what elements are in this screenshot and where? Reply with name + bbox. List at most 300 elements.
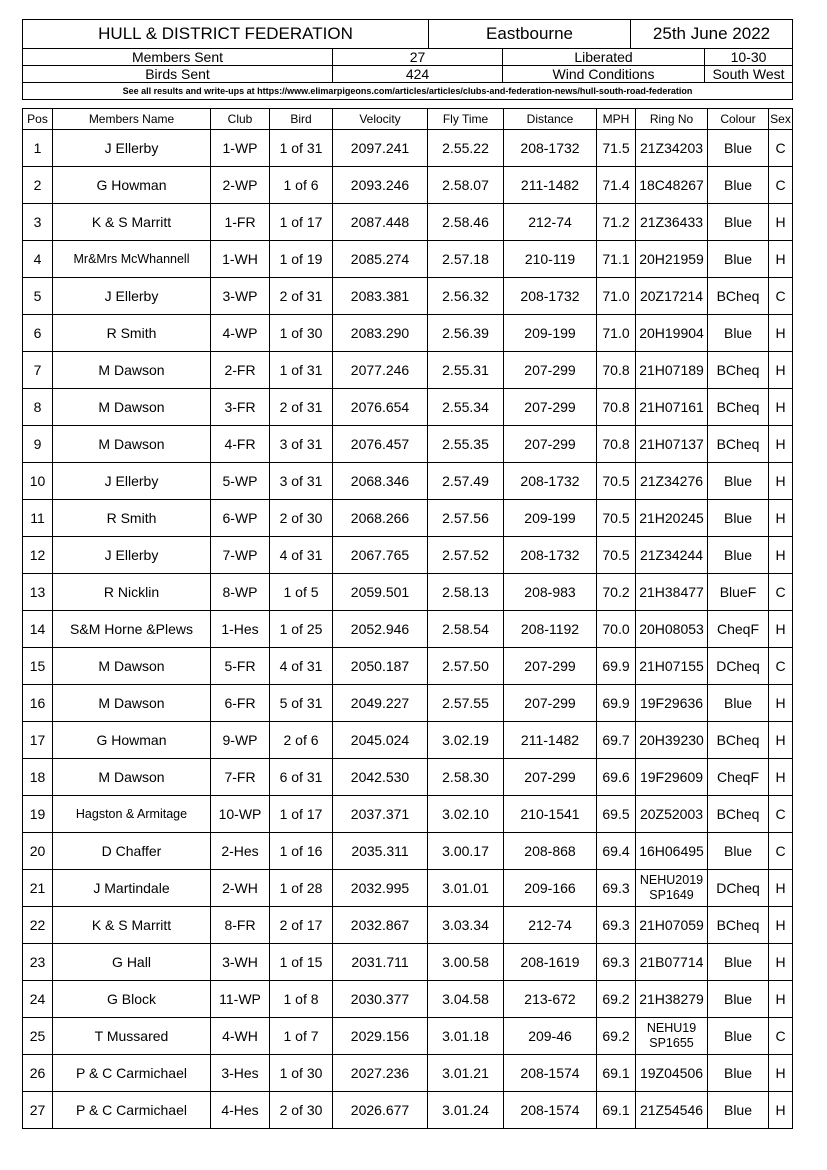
- pos: 5: [23, 278, 53, 315]
- sex: C: [769, 648, 793, 685]
- velocity: 2085.274: [333, 241, 428, 278]
- col-distance: Distance: [504, 109, 597, 130]
- ring-no: 21H07189: [636, 352, 708, 389]
- table-row: [23, 130, 793, 167]
- sex: H: [769, 537, 793, 574]
- member-name: R Nicklin: [53, 574, 211, 611]
- club: 5-WP: [211, 463, 270, 500]
- velocity: 2029.156: [333, 1018, 428, 1055]
- club: 2-WP: [211, 167, 270, 204]
- bird: 4 of 31: [270, 648, 333, 685]
- mph: 69.7: [597, 722, 636, 759]
- bird: 1 of 8: [270, 981, 333, 1018]
- sex: H: [769, 426, 793, 463]
- mph: 71.0: [597, 315, 636, 352]
- sex: H: [769, 241, 793, 278]
- mph: 69.5: [597, 796, 636, 833]
- table-row: [23, 981, 793, 1018]
- club: 4-WP: [211, 315, 270, 352]
- col-sex: Sex: [769, 109, 793, 130]
- sex: C: [769, 796, 793, 833]
- mph: 70.8: [597, 352, 636, 389]
- distance: 209-199: [504, 500, 597, 537]
- club: 1-FR: [211, 204, 270, 241]
- velocity: 2032.995: [333, 870, 428, 907]
- bird: 1 of 15: [270, 944, 333, 981]
- mph: 69.1: [597, 1092, 636, 1129]
- bird: 1 of 31: [270, 130, 333, 167]
- velocity: 2097.241: [333, 130, 428, 167]
- fly-time: 3.03.34: [428, 907, 504, 944]
- ring-no: 21Z34203: [636, 130, 708, 167]
- mph: 69.3: [597, 944, 636, 981]
- bird: 2 of 17: [270, 907, 333, 944]
- ring-no: 21H20245: [636, 500, 708, 537]
- colour: Blue: [708, 315, 769, 352]
- fly-time: 2.57.56: [428, 500, 504, 537]
- bird: 2 of 30: [270, 500, 333, 537]
- member-name: G Hall: [53, 944, 211, 981]
- fly-time: 2.58.30: [428, 759, 504, 796]
- table-row: [23, 241, 793, 278]
- colour: Blue: [708, 241, 769, 278]
- table-row: [23, 537, 793, 574]
- velocity: 2032.867: [333, 907, 428, 944]
- table-row: [23, 907, 793, 944]
- pos: 23: [23, 944, 53, 981]
- member-name: S&M Horne &Plews: [53, 611, 211, 648]
- member-name: J Ellerby: [53, 130, 211, 167]
- sex: C: [769, 1018, 793, 1055]
- velocity: 2083.290: [333, 315, 428, 352]
- colour: CheqF: [708, 759, 769, 796]
- distance: 208-1732: [504, 130, 597, 167]
- pos: 14: [23, 611, 53, 648]
- colour: CheqF: [708, 611, 769, 648]
- club: 3-Hes: [211, 1055, 270, 1092]
- ring-no: 21H07137: [636, 426, 708, 463]
- mph: 69.3: [597, 907, 636, 944]
- sex: H: [769, 944, 793, 981]
- pos: 4: [23, 241, 53, 278]
- club: 4-Hes: [211, 1092, 270, 1129]
- table-row: [23, 500, 793, 537]
- table-row: [23, 870, 793, 907]
- sex: C: [769, 167, 793, 204]
- fly-time: 3.00.58: [428, 944, 504, 981]
- mph: 69.9: [597, 648, 636, 685]
- ring-no: 21Z34276: [636, 463, 708, 500]
- col-fly-time: Fly Time: [428, 109, 504, 130]
- velocity: 2093.246: [333, 167, 428, 204]
- race-date: 25th June 2022: [631, 20, 793, 49]
- sex: C: [769, 278, 793, 315]
- ring-no: 20Z52003: [636, 796, 708, 833]
- liberated-value: 10-30: [705, 49, 793, 66]
- fly-time: 2.58.07: [428, 167, 504, 204]
- sex: H: [769, 759, 793, 796]
- distance: 208-1619: [504, 944, 597, 981]
- member-name: J Ellerby: [53, 463, 211, 500]
- distance: 207-299: [504, 648, 597, 685]
- table-row: [23, 1018, 793, 1055]
- bird: 1 of 28: [270, 870, 333, 907]
- distance: 208-1732: [504, 537, 597, 574]
- pos: 17: [23, 722, 53, 759]
- distance: 207-299: [504, 352, 597, 389]
- mph: 69.2: [597, 1018, 636, 1055]
- mph: 69.9: [597, 685, 636, 722]
- bird: 1 of 7: [270, 1018, 333, 1055]
- pos: 11: [23, 500, 53, 537]
- sex: H: [769, 352, 793, 389]
- bird: 5 of 31: [270, 685, 333, 722]
- club: 1-WP: [211, 130, 270, 167]
- distance: 212-74: [504, 907, 597, 944]
- fly-time: 3.02.10: [428, 796, 504, 833]
- pos: 8: [23, 389, 53, 426]
- club: 7-WP: [211, 537, 270, 574]
- ring-no: 18C48267: [636, 167, 708, 204]
- table-row: [23, 167, 793, 204]
- distance: 211-1482: [504, 167, 597, 204]
- colour: BCheq: [708, 426, 769, 463]
- table-row: [23, 463, 793, 500]
- member-name: M Dawson: [53, 389, 211, 426]
- fly-time: 3.01.21: [428, 1055, 504, 1092]
- club: 3-FR: [211, 389, 270, 426]
- distance: 208-868: [504, 833, 597, 870]
- ring-no: 20H39230: [636, 722, 708, 759]
- pos: 12: [23, 537, 53, 574]
- bird: 2 of 6: [270, 722, 333, 759]
- club: 8-WP: [211, 574, 270, 611]
- distance: 207-299: [504, 685, 597, 722]
- wind-label: Wind Conditions: [503, 66, 705, 83]
- ring-no: 21Z34244: [636, 537, 708, 574]
- fly-time: 2.57.50: [428, 648, 504, 685]
- colour: BCheq: [708, 722, 769, 759]
- member-name: G Howman: [53, 722, 211, 759]
- fly-time: 3.00.17: [428, 833, 504, 870]
- distance: 208-1574: [504, 1092, 597, 1129]
- distance: 209-166: [504, 870, 597, 907]
- club: 1-WH: [211, 241, 270, 278]
- col-mph: MPH: [597, 109, 636, 130]
- velocity: 2059.501: [333, 574, 428, 611]
- pos: 6: [23, 315, 53, 352]
- sex: H: [769, 907, 793, 944]
- fly-time: 2.57.49: [428, 463, 504, 500]
- mph: 71.0: [597, 278, 636, 315]
- distance: 208-983: [504, 574, 597, 611]
- table-row: [23, 278, 793, 315]
- colour: DCheq: [708, 870, 769, 907]
- member-name: G Howman: [53, 167, 211, 204]
- distance: 208-1732: [504, 278, 597, 315]
- table-row: [23, 426, 793, 463]
- sex: C: [769, 833, 793, 870]
- col-velocity: Velocity: [333, 109, 428, 130]
- colour: BCheq: [708, 796, 769, 833]
- velocity: 2087.448: [333, 204, 428, 241]
- ring-no: 16H06495: [636, 833, 708, 870]
- club: 2-Hes: [211, 833, 270, 870]
- results-column-headers: [23, 109, 793, 130]
- ring-no: [636, 870, 708, 907]
- fly-time: 2.58.46: [428, 204, 504, 241]
- distance: 211-1482: [504, 722, 597, 759]
- table-row: [23, 574, 793, 611]
- table-row: [23, 944, 793, 981]
- club: 4-FR: [211, 426, 270, 463]
- colour: BCheq: [708, 389, 769, 426]
- bird: 1 of 6: [270, 167, 333, 204]
- fly-time: 3.01.18: [428, 1018, 504, 1055]
- fly-time: 2.57.52: [428, 537, 504, 574]
- member-name: K & S Marritt: [53, 907, 211, 944]
- pos: 19: [23, 796, 53, 833]
- colour: Blue: [708, 537, 769, 574]
- col-ring-no: Ring No: [636, 109, 708, 130]
- colour: Blue: [708, 1055, 769, 1092]
- club: 6-FR: [211, 685, 270, 722]
- club: 3-WH: [211, 944, 270, 981]
- members-sent-value: 27: [333, 49, 503, 66]
- pos: 9: [23, 426, 53, 463]
- ring-no: 21H07155: [636, 648, 708, 685]
- distance: 213-672: [504, 981, 597, 1018]
- bird: 2 of 31: [270, 389, 333, 426]
- distance: 207-299: [504, 426, 597, 463]
- fly-time: 2.55.31: [428, 352, 504, 389]
- mph: 70.5: [597, 500, 636, 537]
- member-name: Mr&Mrs McWhannell: [53, 241, 211, 278]
- mph: 70.5: [597, 537, 636, 574]
- member-name: M Dawson: [53, 648, 211, 685]
- mph: 71.4: [597, 167, 636, 204]
- ring-no: 21Z54546: [636, 1092, 708, 1129]
- fly-time: 2.57.18: [428, 241, 504, 278]
- table-row: [23, 759, 793, 796]
- ring-no: 21H07161: [636, 389, 708, 426]
- distance: 208-1732: [504, 463, 597, 500]
- distance: 212-74: [504, 204, 597, 241]
- sex: H: [769, 981, 793, 1018]
- ring-no: 20H21959: [636, 241, 708, 278]
- sex: H: [769, 611, 793, 648]
- velocity: 2035.311: [333, 833, 428, 870]
- distance: 210-119: [504, 241, 597, 278]
- member-name: M Dawson: [53, 352, 211, 389]
- table-row: [23, 611, 793, 648]
- table-row: [23, 204, 793, 241]
- fly-time: 2.55.35: [428, 426, 504, 463]
- fly-time: 2.58.13: [428, 574, 504, 611]
- mph: 71.2: [597, 204, 636, 241]
- colour: Blue: [708, 944, 769, 981]
- pos: 20: [23, 833, 53, 870]
- bird: 2 of 31: [270, 278, 333, 315]
- bird: 1 of 25: [270, 611, 333, 648]
- sex: H: [769, 500, 793, 537]
- colour: DCheq: [708, 648, 769, 685]
- velocity: 2045.024: [333, 722, 428, 759]
- club: 3-WP: [211, 278, 270, 315]
- ring-no: 20H19904: [636, 315, 708, 352]
- member-name: M Dawson: [53, 685, 211, 722]
- wind-value: South West: [705, 66, 793, 83]
- bird: 1 of 16: [270, 833, 333, 870]
- club: 10-WP: [211, 796, 270, 833]
- table-row: [23, 352, 793, 389]
- distance: 208-1192: [504, 611, 597, 648]
- member-name: G Block: [53, 981, 211, 1018]
- club: 7-FR: [211, 759, 270, 796]
- pos: 24: [23, 981, 53, 1018]
- colour: Blue: [708, 1092, 769, 1129]
- colour: Blue: [708, 1018, 769, 1055]
- club: 4-WH: [211, 1018, 270, 1055]
- ring-no: 21B07714: [636, 944, 708, 981]
- race-point: Eastbourne: [429, 20, 631, 49]
- liberated-label: Liberated: [503, 49, 705, 66]
- member-name: Hagston & Armitage: [53, 796, 211, 833]
- results-link-note: See all results and write-ups at https://www.elimarpigeons.com/articles/articles/clubs-and-federation-news/hull-south-road-federation: [23, 83, 793, 100]
- table-row: [23, 1092, 793, 1129]
- pos: 22: [23, 907, 53, 944]
- sex: C: [769, 574, 793, 611]
- sex: H: [769, 870, 793, 907]
- fly-time: 2.58.54: [428, 611, 504, 648]
- velocity: 2068.346: [333, 463, 428, 500]
- velocity: 2076.457: [333, 426, 428, 463]
- member-name: M Dawson: [53, 759, 211, 796]
- pos: 16: [23, 685, 53, 722]
- table-row: [23, 389, 793, 426]
- sex: H: [769, 1055, 793, 1092]
- table-row: [23, 796, 793, 833]
- pos: 27: [23, 1092, 53, 1129]
- velocity: 2031.711: [333, 944, 428, 981]
- sex: H: [769, 722, 793, 759]
- mph: 70.5: [597, 463, 636, 500]
- velocity: 2083.381: [333, 278, 428, 315]
- ring-no: 20H08053: [636, 611, 708, 648]
- mph: 69.2: [597, 981, 636, 1018]
- pos: 26: [23, 1055, 53, 1092]
- colour: Blue: [708, 130, 769, 167]
- fly-time: 3.01.24: [428, 1092, 504, 1129]
- mph: 71.1: [597, 241, 636, 278]
- colour: Blue: [708, 981, 769, 1018]
- sex: H: [769, 389, 793, 426]
- members-sent-label: Members Sent: [23, 49, 333, 66]
- ring-no: 21H07059: [636, 907, 708, 944]
- results-table: [22, 108, 793, 1129]
- ring-no: 20Z17214: [636, 278, 708, 315]
- club: 6-WP: [211, 500, 270, 537]
- distance: 209-46: [504, 1018, 597, 1055]
- race-header-table: [22, 19, 793, 100]
- pos: 1: [23, 130, 53, 167]
- table-row: [23, 315, 793, 352]
- col-members-name: Members Name: [53, 109, 211, 130]
- ring-no: 19Z04506: [636, 1055, 708, 1092]
- colour: BCheq: [708, 907, 769, 944]
- birds-sent-value: 424: [333, 66, 503, 83]
- pos: 10: [23, 463, 53, 500]
- table-row: [23, 1055, 793, 1092]
- colour: BCheq: [708, 278, 769, 315]
- colour: Blue: [708, 833, 769, 870]
- birds-sent-label: Birds Sent: [23, 66, 333, 83]
- club: 8-FR: [211, 907, 270, 944]
- fly-time: 2.55.34: [428, 389, 504, 426]
- table-row: [23, 648, 793, 685]
- member-name: R Smith: [53, 315, 211, 352]
- velocity: 2027.236: [333, 1055, 428, 1092]
- club: 9-WP: [211, 722, 270, 759]
- fly-time: 3.01.01: [428, 870, 504, 907]
- ring-no: 21Z36433: [636, 204, 708, 241]
- colour: Blue: [708, 685, 769, 722]
- velocity: 2067.765: [333, 537, 428, 574]
- ring-no-line-1: NEHU19: [646, 1021, 697, 1035]
- col-colour: Colour: [708, 109, 769, 130]
- velocity: 2030.377: [333, 981, 428, 1018]
- member-name: J Martindale: [53, 870, 211, 907]
- ring-no-line-2: SP1655: [649, 1036, 694, 1050]
- velocity: 2076.654: [333, 389, 428, 426]
- ring-no-line-2: SP1649: [649, 888, 694, 902]
- fly-time: 3.02.19: [428, 722, 504, 759]
- bird: 1 of 17: [270, 796, 333, 833]
- mph: 69.1: [597, 1055, 636, 1092]
- member-name: P & C Carmichael: [53, 1092, 211, 1129]
- colour: Blue: [708, 463, 769, 500]
- distance: 208-1574: [504, 1055, 597, 1092]
- ring-no: [636, 1018, 708, 1055]
- velocity: 2068.266: [333, 500, 428, 537]
- mph: 70.2: [597, 574, 636, 611]
- bird: 1 of 30: [270, 315, 333, 352]
- col-pos: Pos: [23, 109, 53, 130]
- velocity: 2049.227: [333, 685, 428, 722]
- sex: H: [769, 685, 793, 722]
- bird: 1 of 17: [270, 204, 333, 241]
- mph: 70.8: [597, 389, 636, 426]
- sex: H: [769, 315, 793, 352]
- col-bird: Bird: [270, 109, 333, 130]
- club: 5-FR: [211, 648, 270, 685]
- bird: 1 of 30: [270, 1055, 333, 1092]
- club: 1-Hes: [211, 611, 270, 648]
- table-row: [23, 722, 793, 759]
- colour: BlueF: [708, 574, 769, 611]
- velocity: 2037.371: [333, 796, 428, 833]
- bird: 2 of 30: [270, 1092, 333, 1129]
- velocity: 2050.187: [333, 648, 428, 685]
- distance: 209-199: [504, 315, 597, 352]
- member-name: J Ellerby: [53, 537, 211, 574]
- pos: 13: [23, 574, 53, 611]
- colour: Blue: [708, 167, 769, 204]
- pos: 25: [23, 1018, 53, 1055]
- velocity: 2042.530: [333, 759, 428, 796]
- club: 2-FR: [211, 352, 270, 389]
- col-club: Club: [211, 109, 270, 130]
